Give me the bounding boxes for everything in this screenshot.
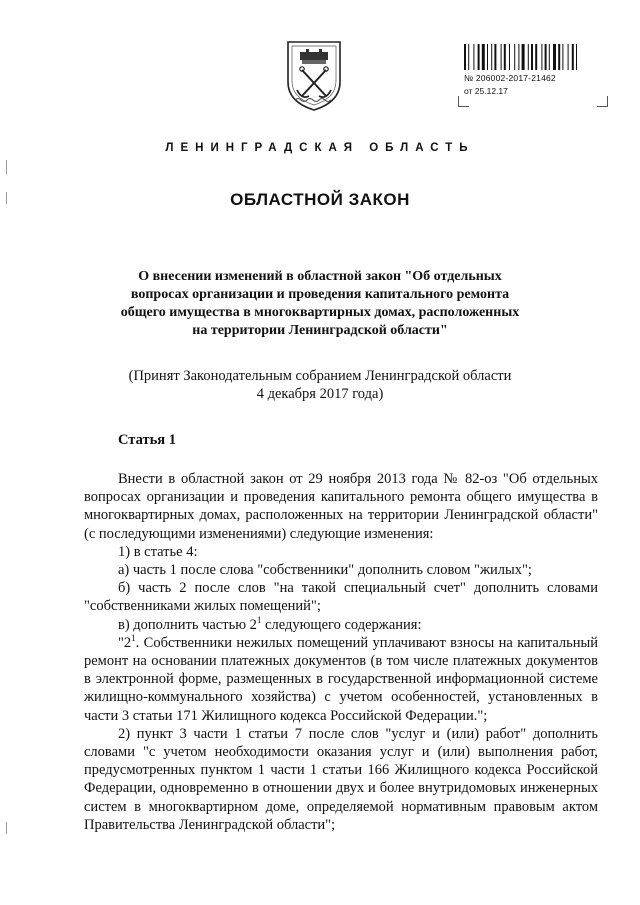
registration-date: от 25.12.17: [464, 86, 508, 96]
registration-stamp: [458, 44, 608, 104]
document-type-heading: ОБЛАСТНОЙ ЗАКОН: [230, 190, 410, 209]
registration-number: № 206002-2017-21462: [464, 73, 556, 83]
quote-text: . Собственники нежилых помещений уплачивают взносы на капитальный ремонт на основании платежных документов (в том числе платежных документов в электронной форме, размещенных в государственной информационной системе жилищно-коммунального хозяйства) с учетом особенностей, установленных в части 3 статьи 171 Жилищного кодекса Российской Федерации.";: [84, 634, 598, 724]
barcode-bar: [545, 44, 547, 70]
barcode-bar: [504, 44, 506, 70]
law-title: [100, 268, 540, 340]
law-title-line: О внесении изменений в областной закон "Об отдельных: [138, 269, 502, 284]
barcode-bar: [522, 44, 525, 70]
barcode-bar: [535, 44, 537, 70]
barcode-bar: [549, 44, 550, 70]
barcode-bar: [482, 44, 485, 70]
amendment-subitem: б) часть 2 после слов "на такой специальный счет" дополнить словами "собственниками жилых помещений";: [84, 580, 598, 615]
barcode-bar: [518, 44, 519, 70]
scan-margin-mark: [6, 822, 7, 834]
adoption-note-line: (Принят Законодательным собранием Ленинградской области: [128, 368, 512, 384]
barcode-bar: [528, 44, 529, 70]
coat-of-arms-emblem: [285, 38, 343, 112]
law-title-line: на территории Ленинградской области": [192, 323, 448, 338]
amendment-item: 2) пункт 3 части 1 статьи 7 после слов "услуг и (или) работ" дополнить словами "с учетом необходимости оказания услуг и (или) выполнения работ, предусмотренных пунктом 1 части 1 статьи 166 Жилищного кодекса Российской Федерации, одновременно в отношении двух и более внутридомовых инженерных систем в многоквартирном доме, определяемой нормативным правовым актом Правительства Ленинградской области";: [84, 725, 598, 833]
barcode-bar: [558, 44, 560, 70]
region-heading: ЛЕНИНГРАДСКАЯ ОБЛАСТЬ: [165, 142, 475, 154]
barcode-bar: [509, 44, 510, 70]
stamp-corner: [597, 96, 608, 107]
quoted-new-part: [84, 634, 598, 725]
superscript: 1: [131, 632, 136, 643]
barcode-bar: [568, 44, 569, 70]
article-title: Статья 1: [118, 432, 176, 448]
adoption-note: [100, 367, 540, 403]
barcode-bar: [501, 44, 502, 70]
barcode-bar: [468, 44, 469, 70]
article-intro-paragraph: Внести в областной закон от 29 ноября 2013 года № 82-оз "Об отдельных вопросах организации и проведения капитального ремонта общего имущества в многоквартирных домах, расположенных на территории Ленинградской области" (с последующими изменениями) следующие изменения:: [84, 471, 598, 542]
law-title-line: общего имущества в многоквартирных домах, расположенных: [120, 305, 520, 320]
amendment-item: 1) в статье 4:: [118, 543, 198, 560]
quote-text: "2: [118, 634, 132, 651]
barcode-bar: [473, 44, 474, 70]
barcode-bar: [464, 44, 466, 70]
barcode-bar: [491, 44, 492, 70]
barcode-bar: [541, 44, 542, 70]
barcode: [464, 44, 602, 70]
barcode-bar: [478, 44, 480, 70]
barcode-bar: [494, 44, 496, 70]
article-body: [84, 470, 598, 834]
scan-margin-mark: [6, 160, 7, 174]
barcode-bar: [531, 44, 533, 70]
stamp-corner: [458, 96, 469, 107]
subitem-text: в) дополнить частью 2: [118, 616, 257, 633]
amendment-subitem: а) часть 1 после слова "собственники" дополнить словом "жилых";: [118, 562, 532, 579]
barcode-bar: [553, 44, 556, 70]
barcode-bar: [514, 44, 515, 70]
amendment-subitem: [84, 616, 598, 634]
superscript: 1: [256, 614, 262, 625]
law-title-line: вопросах организации и проведения капитального ремонта: [130, 287, 510, 302]
adoption-note-line: 4 декабря 2017 года): [256, 386, 384, 402]
subitem-text: следующего содержания:: [261, 616, 422, 633]
barcode-bar: [576, 44, 577, 70]
barcode-bar: [572, 44, 574, 70]
barcode-bar: [562, 44, 563, 70]
barcode-bar: [487, 44, 488, 70]
